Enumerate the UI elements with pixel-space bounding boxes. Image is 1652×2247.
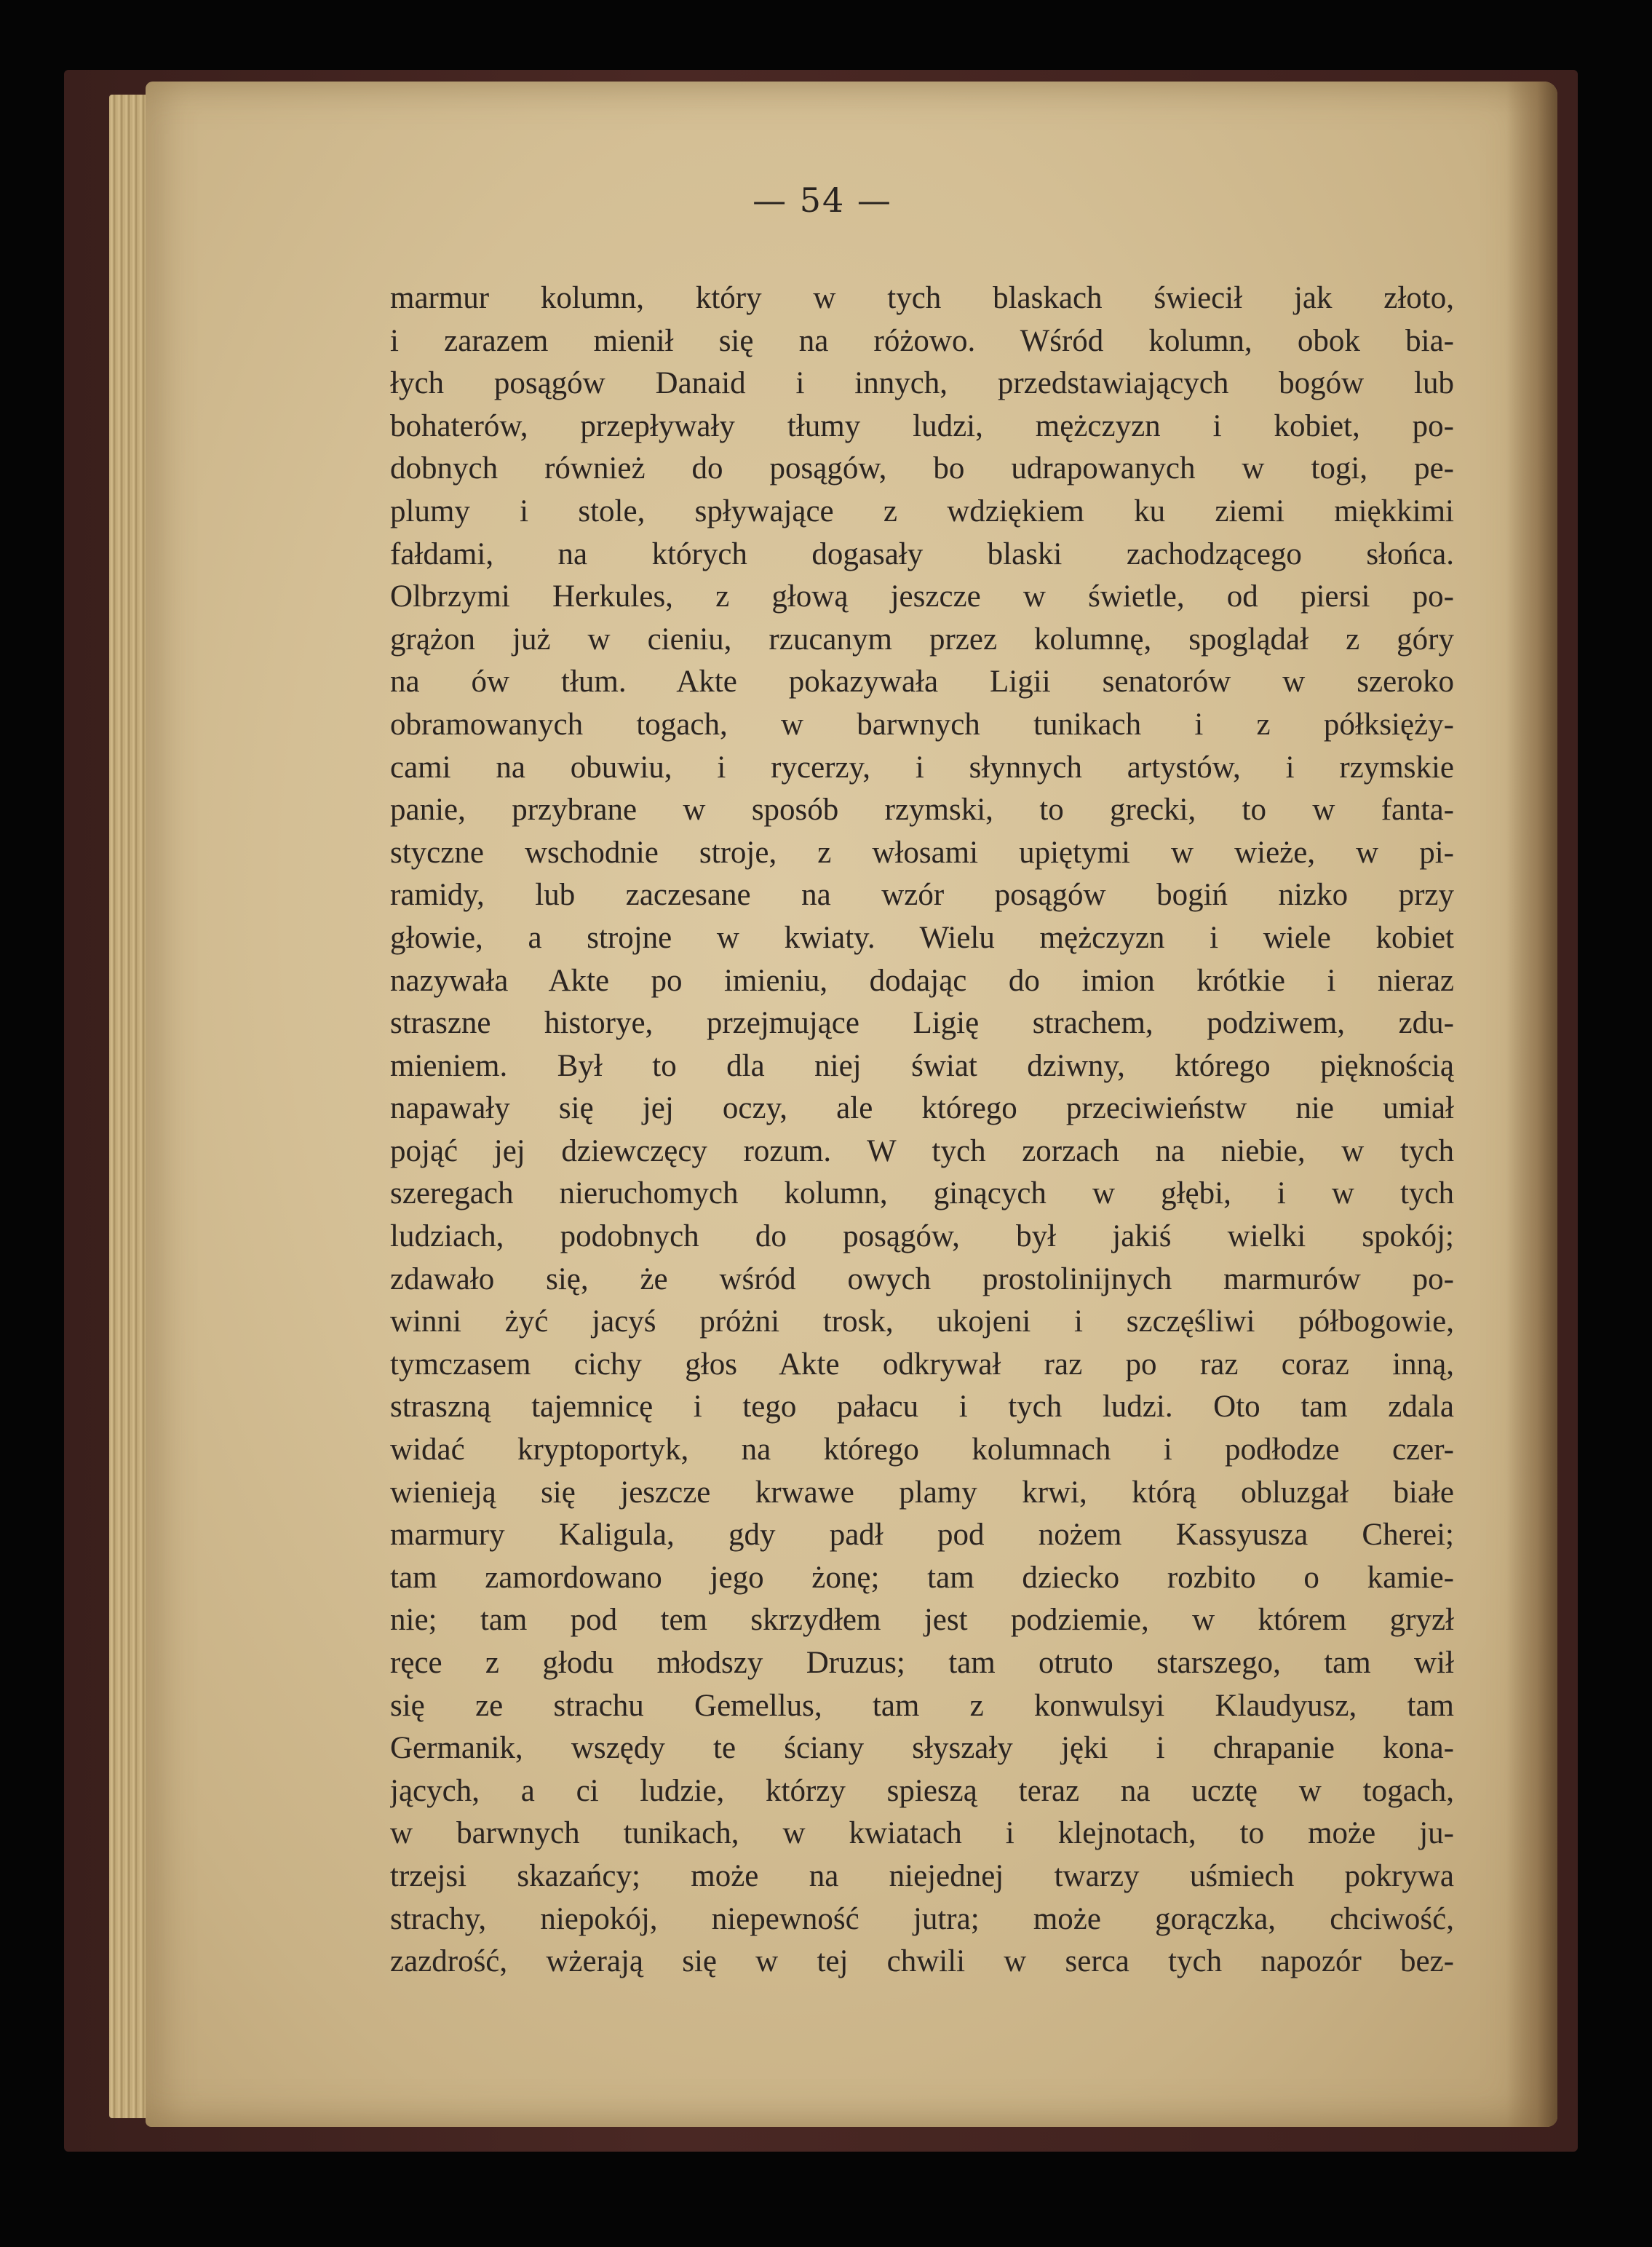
text-line: ramidy, lub zaczesane na wzór posągów bogiń nizko przy — [390, 878, 1454, 913]
text-line: tam zamordowano jego żonę; tam dziecko rozbito o kamie- — [390, 1560, 1454, 1595]
text-line: trzejsi skazańcy; może na niejednej twarzy uśmiech pokrywa — [390, 1858, 1454, 1893]
text-line: zdawało się, że wśród owych prostolinijnych marmurów po- — [390, 1261, 1454, 1296]
text-line: zazdrość, wżerają się w tej chwili w serca tych napozór bez- — [390, 1944, 1454, 1979]
text-line: panie, przybrane w sposób rzymski, to grecki, to w fanta- — [390, 793, 1454, 828]
text-line: Germanik, wszędy te ściany słyszały jęki i chrapanie kona- — [390, 1731, 1454, 1766]
text-line: straszne historye, przejmujące Ligię strachem, podziwem, zdu- — [390, 1006, 1454, 1041]
text-line: grążon już w cieniu, rzucanym przez kolumnę, spoglądał z góry — [390, 622, 1454, 657]
text-line: głowie, a strojne w kwiaty. Wielu mężczyzn i wiele kobiet — [390, 920, 1454, 955]
text-line: jących, a ci ludzie, którzy spieszą teraz na ucztę w togach, — [390, 1773, 1454, 1808]
text-line: się ze strachu Gemellus, tam z konwulsyi Klaudyusz, tam — [390, 1688, 1454, 1723]
text-line: łych posągów Danaid i innych, przedstawiających bogów lub — [390, 366, 1454, 401]
text-line: plumy i stole, spływające z wdziękiem ku ziemi miękkimi — [390, 494, 1454, 528]
text-line: widać kryptoportyk, na którego kolumnach i podłodze czer- — [390, 1432, 1454, 1467]
text-line: straszną tajemnicę i tego pałacu i tych ludzi. Oto tam zdala — [390, 1390, 1454, 1424]
text-line: szeregach nieruchomych kolumn, ginących w głębi, i w tych — [390, 1176, 1454, 1211]
text-line: nie; tam pod tem skrzydłem jest podziemie, w którem gryzł — [390, 1603, 1454, 1638]
text-line: mieniem. Był to dla niej świat dziwny, którego pięknością — [390, 1048, 1454, 1083]
text-line: marmury Kaligula, gdy padł pod nożem Kassyusza Cherei; — [390, 1518, 1454, 1553]
text-line: ręce z głodu młodszy Druzus; tam otruto starszego, tam wił — [390, 1646, 1454, 1680]
text-line: i zarazem mienił się na różowo. Wśród kolumn, obok bia- — [390, 323, 1454, 358]
text-line: styczne wschodnie stroje, z włosami upiętymi w wieże, w pi- — [390, 835, 1454, 870]
text-line: Olbrzymi Herkules, z głową jeszcze w świetle, od piersi po- — [390, 579, 1454, 614]
page-curl-shadow — [1506, 82, 1557, 2127]
text-line: pojąć jej dziewczęcy rozum. W tych zorzach na niebie, w tych — [390, 1133, 1454, 1168]
text-line: dobnych również do posągów, bo udrapowanych w togi, pe- — [390, 451, 1454, 486]
text-line: wienieją się jeszcze krwawe plamy krwi, którą obluzgał białe — [390, 1475, 1454, 1510]
text-line: napawały się jej oczy, ale którego przeciwieństw nie umiał — [390, 1091, 1454, 1126]
text-line: tymczasem cichy głos Akte odkrywał raz po raz coraz inną, — [390, 1347, 1454, 1382]
text-line: cami na obuwiu, i rycerzy, i słynnych artystów, i rzymskie — [390, 750, 1454, 785]
text-line: nazywała Akte po imieniu, dodając do imion krótkie i nieraz — [390, 963, 1454, 998]
text-line: ludziach, podobnych do posągów, był jakiś wielki spokój; — [390, 1219, 1454, 1254]
text-line: marmur kolumn, który w tych blaskach świecił jak złoto, — [390, 281, 1454, 315]
text-line: na ów tłum. Akte pokazywała Ligii senatorów w szeroko — [390, 665, 1454, 700]
page-number: — 54 — — [752, 181, 892, 220]
text-line: obramowanych togach, w barwnych tunikach i z półksięży- — [390, 707, 1454, 742]
text-line: winni żyć jacyś próżni trosk, ukojeni i szczęśliwi półbogowie, — [390, 1304, 1454, 1339]
body-text — [390, 277, 1454, 1984]
text-line: w barwnych tunikach, w kwiatach i klejnotach, to może ju- — [390, 1816, 1454, 1851]
text-line: strachy, niepokój, niepewność jutra; może gorączka, chciwość, — [390, 1901, 1454, 1936]
text-line: bohaterów, przepływały tłumy ludzi, mężczyzn i kobiet, po- — [390, 408, 1454, 443]
text-line: fałdami, na których dogasały blaski zachodzącego słońca. — [390, 536, 1454, 571]
